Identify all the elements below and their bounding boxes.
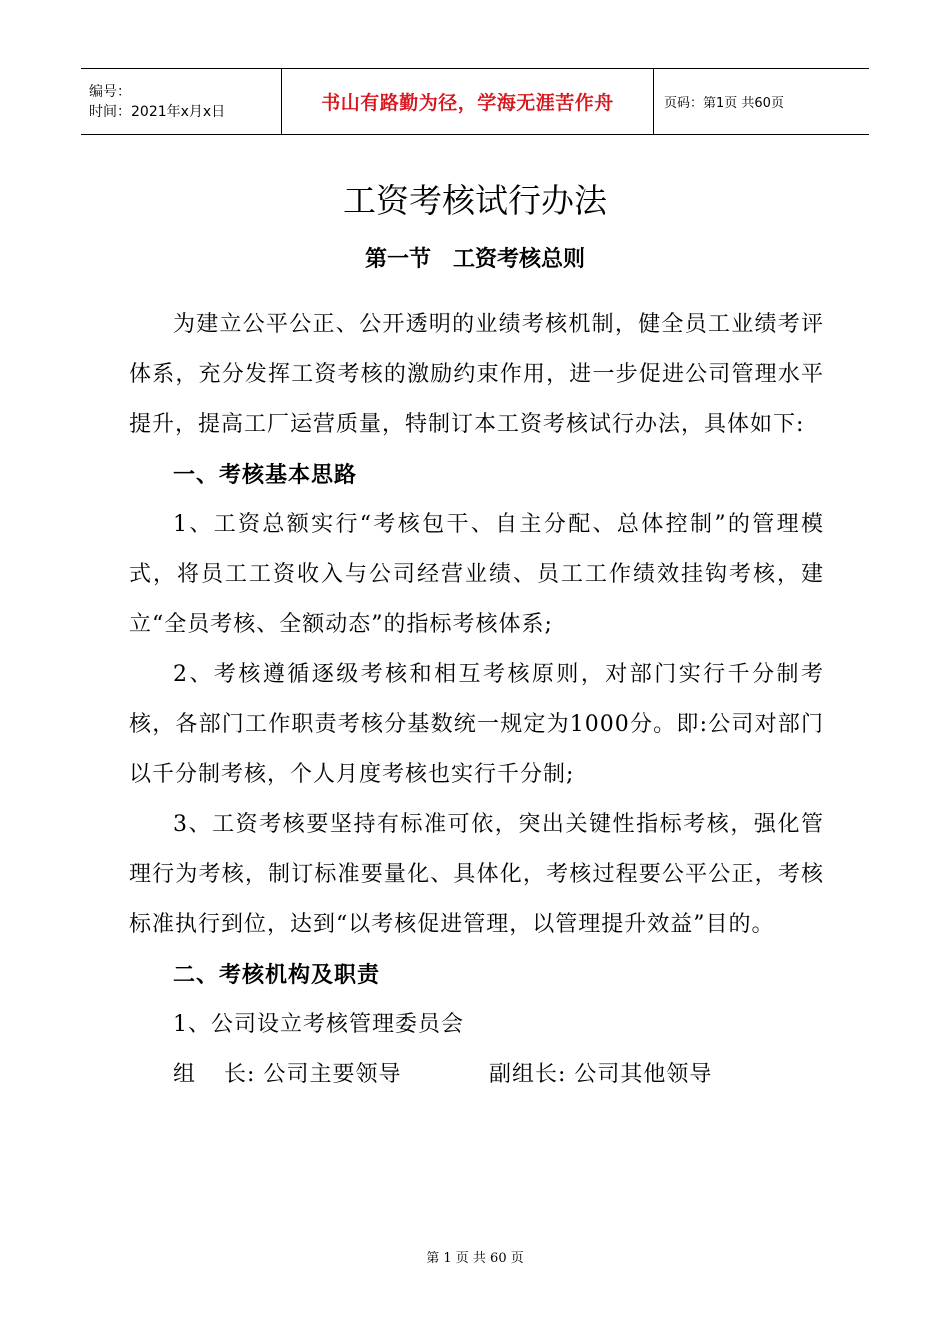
section-title: 第一节 工资考核总则 bbox=[364, 246, 585, 272]
leader-label-b: 长: bbox=[224, 1062, 256, 1087]
document-body bbox=[129, 300, 824, 1100]
part2-item-1: 1、公司设立考核管理委员会 bbox=[173, 1012, 464, 1037]
leader-label-a: 组 bbox=[173, 1062, 197, 1087]
part2-heading: 二、考核机构及职责 bbox=[173, 962, 381, 988]
leader-entry bbox=[129, 1050, 489, 1100]
leader-value: 公司主要领导 bbox=[263, 1062, 402, 1087]
header-motto-cell bbox=[281, 69, 654, 134]
document-title: 工资考核试行办法 bbox=[343, 181, 607, 220]
header-table bbox=[81, 68, 869, 135]
deputy-value: 公司其他领导 bbox=[574, 1062, 713, 1087]
time-label: 时间：2021年x月x日 bbox=[89, 103, 226, 120]
part1-item-2: 2、考核遵循逐级考核和相互考核原则，对部门实行千分制考核，各部门工作职责考核分基数统一规定为1000分。即:公司对部门以千分制考核，个人月度考核也实行千分制; bbox=[129, 662, 824, 787]
deputy-label: 副组长: bbox=[489, 1062, 567, 1087]
committee-members-row bbox=[129, 1050, 824, 1100]
page-code-text: 页码：第1页 共60页 bbox=[664, 96, 784, 111]
header-meta bbox=[81, 69, 281, 134]
deputy-entry bbox=[489, 1050, 712, 1100]
part1-heading: 一、考核基本思路 bbox=[173, 462, 358, 488]
header-page-code bbox=[654, 69, 869, 134]
number-label: 编号： bbox=[89, 83, 131, 100]
part1-item-1: 1、工资总额实行“考核包干、自主分配、总体控制”的管理模式，将员工工资收入与公司经营业绩、员工工作绩效挂钩考核，建立“全员考核、全额动态”的指标考核体系; bbox=[129, 512, 824, 637]
intro-paragraph: 为建立公平公正、公开透明的业绩考核机制，健全员工业绩考评体系，充分发挥工资考核的激励约束作用，进一步促进公司管理水平提升，提高工厂运营质量，特制订本工资考核试行办法，具体如下: bbox=[129, 312, 824, 437]
page-footer: 第 1 页 共 60 页 bbox=[426, 1251, 524, 1266]
part1-item-3: 3、工资考核要坚持有标准可依，突出关键性指标考核，强化管理行为考核，制订标准要量化、具体化，考核过程要公平公正，考核标准执行到位，达到“以考核促进管理，以管理提升效益”目的。 bbox=[129, 812, 824, 937]
motto-text: 书山有路勤为径，学海无涯苦作舟 bbox=[321, 92, 614, 114]
